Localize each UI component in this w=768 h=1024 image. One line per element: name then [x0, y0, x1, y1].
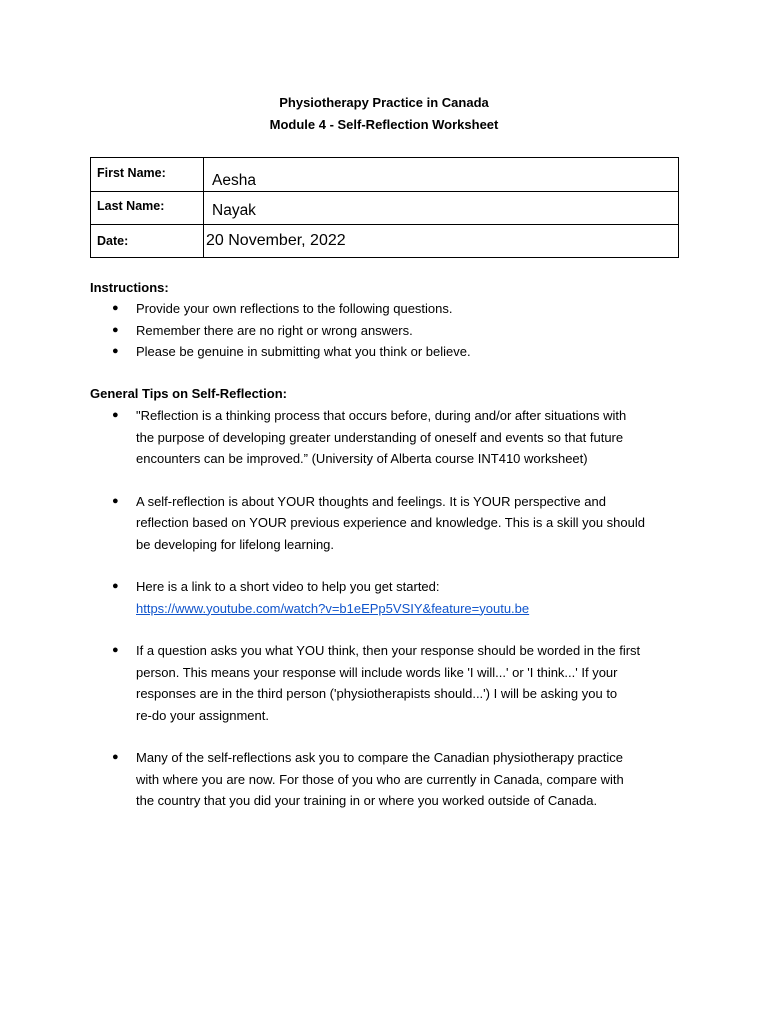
first-name-label: First Name:	[91, 158, 204, 192]
tip-item	[90, 405, 690, 470]
tip-item	[90, 576, 690, 619]
bullet-icon: ●	[112, 580, 119, 592]
student-info-table	[90, 157, 679, 258]
last-name-row	[91, 192, 679, 225]
instruction-item	[90, 320, 690, 342]
tip-text-line: the purpose of developing greater understanding of oneself and events so that future	[136, 429, 624, 445]
tip-text-line: responses are in the third person ('physiotherapists should...') I will be asking you to	[136, 686, 618, 701]
bullet-icon: ●	[112, 409, 119, 421]
instructions-heading: Instructions:	[90, 280, 169, 295]
instruction-text: Provide your own reflections to the following questions.	[136, 301, 453, 316]
tip-item	[90, 491, 690, 556]
last-name-field[interactable]: Nayak	[204, 192, 679, 225]
tip-text-line: person. This means your response will include words like 'I will...' or 'I think...' If your	[136, 664, 618, 680]
tips-heading: General Tips on Self-Reflection:	[90, 386, 287, 401]
date-field[interactable]: 20 November, 2022	[204, 225, 679, 258]
tip-text-line: reflection based on YOUR previous experience and knowledge. This is a skill you should	[136, 515, 645, 530]
document-title: Physiotherapy Practice in Canada	[279, 95, 489, 110]
tip-item	[90, 640, 690, 726]
tip-text-line: If a question asks you what YOU think, then your response should be worded in the first	[136, 643, 641, 658]
bullet-icon: ●	[112, 323, 119, 336]
instruction-item	[90, 341, 690, 363]
tip-item	[90, 747, 690, 812]
tip-text-line: A self-reflection is about YOUR thoughts and feelings. It is YOUR perspective and	[136, 493, 606, 509]
instructions-list	[90, 298, 690, 363]
instruction-text: Please be genuine in submitting what you think or believe.	[136, 344, 471, 359]
first-name-field[interactable]: Aesha	[204, 158, 679, 192]
tip-text-line: be developing for lifelong learning.	[136, 536, 335, 552]
tip-text-line: the country that you did your training in or where you worked outside of Canada.	[136, 793, 598, 808]
date-row	[91, 225, 679, 258]
tip-text-line: with where you are now. For those of you who are currently in Canada, compare with	[136, 771, 624, 787]
bullet-icon: ●	[112, 494, 119, 507]
bullet-icon: ●	[112, 302, 119, 314]
bullet-icon: ●	[112, 345, 119, 357]
last-name-label: Last Name:	[91, 192, 204, 225]
bullet-icon: ●	[112, 751, 119, 763]
tip-text-line: Many of the self-reflections ask you to compare the Canadian physiotherapy practice	[136, 750, 624, 765]
instruction-item	[90, 298, 690, 320]
video-link[interactable]: https://www.youtube.com/watch?v=b1eEPp5VSIY&feature=youtu.be	[136, 600, 530, 616]
tips-list	[90, 405, 690, 833]
first-name-row	[91, 158, 679, 192]
date-label: Date:	[91, 225, 204, 258]
bullet-icon: ●	[112, 644, 119, 656]
instruction-text: Remember there are no right or wrong answers.	[136, 322, 413, 338]
tip-text-line: Here is a link to a short video to help you get started:	[136, 579, 440, 594]
tip-text-line: "Reflection is a thinking process that occurs before, during and/or after situations with	[136, 408, 627, 423]
tip-text-line: re-do your assignment.	[136, 707, 269, 723]
tip-text-line: encounters can be improved.” (University of Alberta course INT410 worksheet)	[136, 451, 588, 466]
document-subtitle: Module 4 - Self-Reflection Worksheet	[269, 117, 499, 132]
